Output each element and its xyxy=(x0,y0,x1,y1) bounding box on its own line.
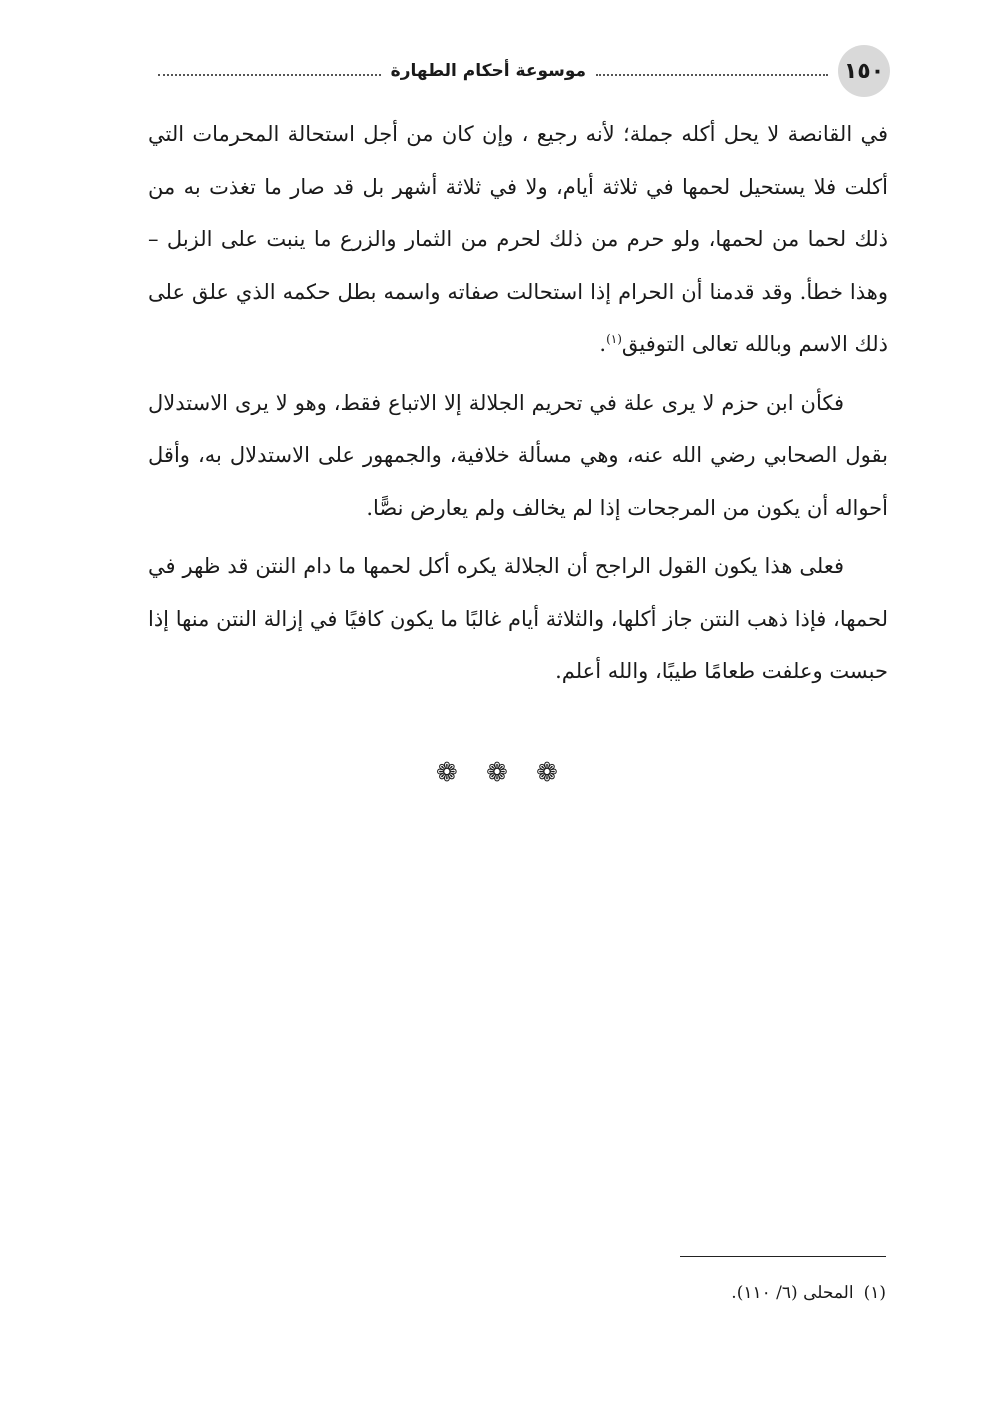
page-header xyxy=(148,44,890,98)
footnote-reference[interactable]: (١) xyxy=(606,332,622,346)
footnote-number: (١) xyxy=(863,1283,886,1303)
running-title: موسوعة أحكام الطهارة xyxy=(390,61,586,81)
paragraph-3: فعلى هذا يكون القول الراجح أن الجلالة يكره أكل لحمها ما دام النتن قد ظهر في لحمها، فإذا ذهب النتن جاز أكلها، والثلاثة أيام غالبًا ما يكون كافيًا في إزالة النتن منها إذا حبست وعلفت طعامًا طيبًا، والله أعلم. xyxy=(148,554,888,683)
paragraph-1-text: في القانصة لا يحل أكله جملة؛ لأنه رجيع ، وإن كان من أجل استحالة المحرمات التي أكلت فلا يستحيل لحمها في ثلاثة أيام، ولا في ثلاثة أشهر بل قد صار ما تغذت به من ذلك لحما من لحمها، ولو حرم من ذلك لحرم من الثمار والزرع ما ينبت على الزبل – وهذا خطأ. وقد قدمنا أن الحرام إذا استحالت صفاته واسمه بطل حكمه الذي علق على ذلك الاسم وبالله تعالى التوفيق xyxy=(148,122,888,356)
header-dotted-leader-left xyxy=(158,74,381,76)
page-number: ١٥٠ xyxy=(838,45,890,97)
main-text xyxy=(148,108,888,704)
footnote-text: المحلى (٦/ ١١٠). xyxy=(731,1283,854,1303)
footnote-separator xyxy=(680,1256,886,1257)
section-end-ornaments: ❁ ❁ ❁ xyxy=(436,758,568,788)
paragraph-1-end: . xyxy=(599,332,607,356)
header-dotted-leader-right xyxy=(596,74,828,76)
footnote xyxy=(148,1278,886,1308)
paragraph-1 xyxy=(148,108,888,371)
paragraph-2: فكأن ابن حزم لا يرى علة في تحريم الجلالة إلا الاتباع فقط، وهو لا يرى الاستدلال بقول الصحابي رضي الله عنه، وهي مسألة خلافية، والجمهور على الاستدلال به، وأقل أحواله أن يكون من المرجحات إذا لم يخالف ولم يعارض نصًّا. xyxy=(148,390,888,520)
